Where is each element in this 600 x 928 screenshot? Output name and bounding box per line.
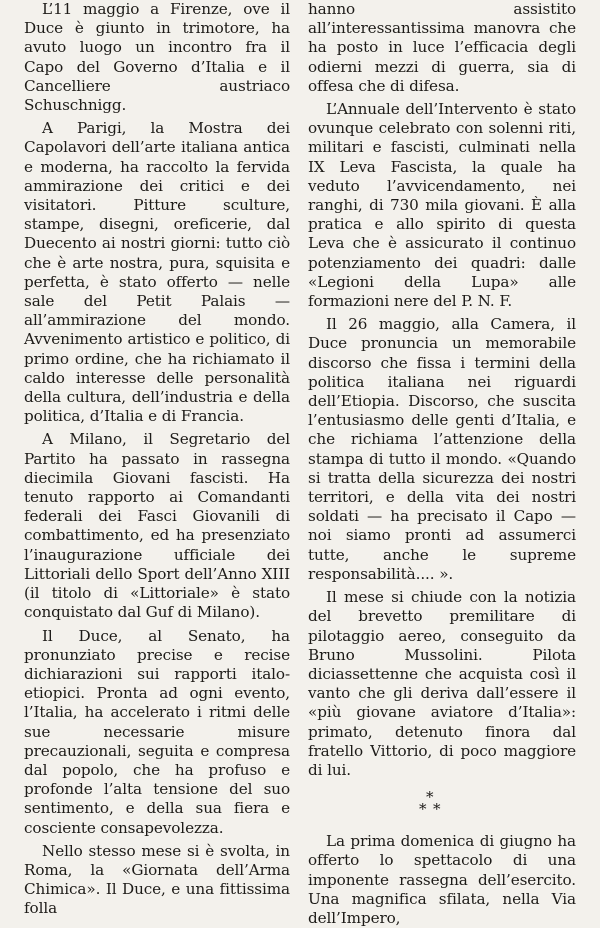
paragraph-chemical-arm-day: Nello stesso mese si è svolta, in Roma, la «Giornata dell’Arma Chimica». Il Duce, e una fittissima folla <box>24 841 290 918</box>
left-column <box>24 0 290 919</box>
paragraph-senate-declarations: Il Duce, al Senato, ha pronunziato precise e recise dichiarazioni sui rapporti italo-etiopici. Pronta ad ogni evento, l’Italia, ha accelerato i ritmi delle sue necessarie misure precauzionali, seguita e compresa dal popolo, che ha profuso e profonde l’alta tensione del suo sentimento, e della sua fiera e cosciente consapevolezza. <box>24 626 290 837</box>
asterisk-top: * <box>426 788 434 807</box>
paragraph-paris-exhibition: A Parigi, la Mostra dei Capolavori dell’arte italiana antica e moderna, ha raccolto la fervida ammirazione dei critici e dei visitatori. Pitture sculture, stampe, disegni, oreficerie, dal Duecento ai nostri giorni: tutto ciò che è arte nostra, pura, squisita e perfetta, è stato offerto — nelle sale del Petit Palais — all’ammirazione del mondo. Avvenimento artistico e politico, di primo ordine, che ha richiamato il caldo interesse delle personalità della cultura, dell’industria e della politica, d’Italia e di Francia. <box>24 119 290 426</box>
paragraph-army-parade: La prima domenica di giugno ha offerto lo spettacolo di una imponente rassegna dell’esercito. Una magnifica sfilata, nella Via dell’Impero, <box>308 832 576 927</box>
asterisk-left: * <box>419 800 427 819</box>
paragraph-chamber-speech: Il 26 maggio, alla Camera, il Duce pronuncia un memorabile discorso che fissa i termini della politica italiana nei riguardi dell’Etiopia. Discorso, che suscita l’entusiasmo delle genti d’Italia, e che richiama l’attenzione della stampa di tutto il mondo. «Quando si tratta della sicurezza dei nostri territori, e della vita dei nostri soldati — ha precisato il Capo — noi siamo pronti ad assumerci tutte, anche le supreme responsabilità.... ». <box>308 315 576 583</box>
asterisk-right: * <box>433 800 441 819</box>
paragraph-milan-review: A Milano, il Segretario del Partito ha passato in rassegna diecimila Giovani fascisti. Ha tenuto rapporto ai Comandanti federali dei Fasci Giovanili di combattimento, ed ha presenziato l’inaugurazione ufficiale dei Littoriali dello Sport dell’Anno XIII (il titolo di «Littoriale» è stato conquistato dal Guf di Milano). <box>24 430 290 622</box>
paragraph-intervention-anniversary: L’Annuale dell’Intervento è stato ovunque celebrato con solenni riti, militari e fascisti, culminati nella IX Leva Fascista, la quale ha veduto l’avvicendamento, nei ranghi, di 730 mila giovani. È alla pratica e allo spirito di questa Leva che è assicurato il continuo potenziamento dei quadri: dalle «Legioni della Lupa» alle formazioni nere del P. N. F. <box>308 100 576 311</box>
right-column <box>308 0 576 928</box>
section-break-asterism <box>308 786 576 832</box>
paragraph-pilot-license: Il mese si chiude con la notizia del brevetto premilitare di pilotaggio aereo, conseguito da Bruno Mussolini. Pilota diciassettenne che acquista così il vanto che gli deriva dall’essere il «più giovane aviatore d’Italia»: primato, detenuto finora dal fratello Vittorio, di poco maggiore di lui. <box>308 588 576 779</box>
paragraph-florence-meeting: L’11 maggio a Firenze, ove il Duce è giunto in trimotore, ha avuto luogo un incontro fra il Capo del Governo d’Italia e il Cancelliere austriaco Schuschnigg. <box>24 0 290 115</box>
paragraph-continuation: hanno assistito all’interessantissima manovra che ha posto in luce l’efficacia degli odierni mezzi di guerra, sia di offesa che di difesa. <box>308 0 576 95</box>
